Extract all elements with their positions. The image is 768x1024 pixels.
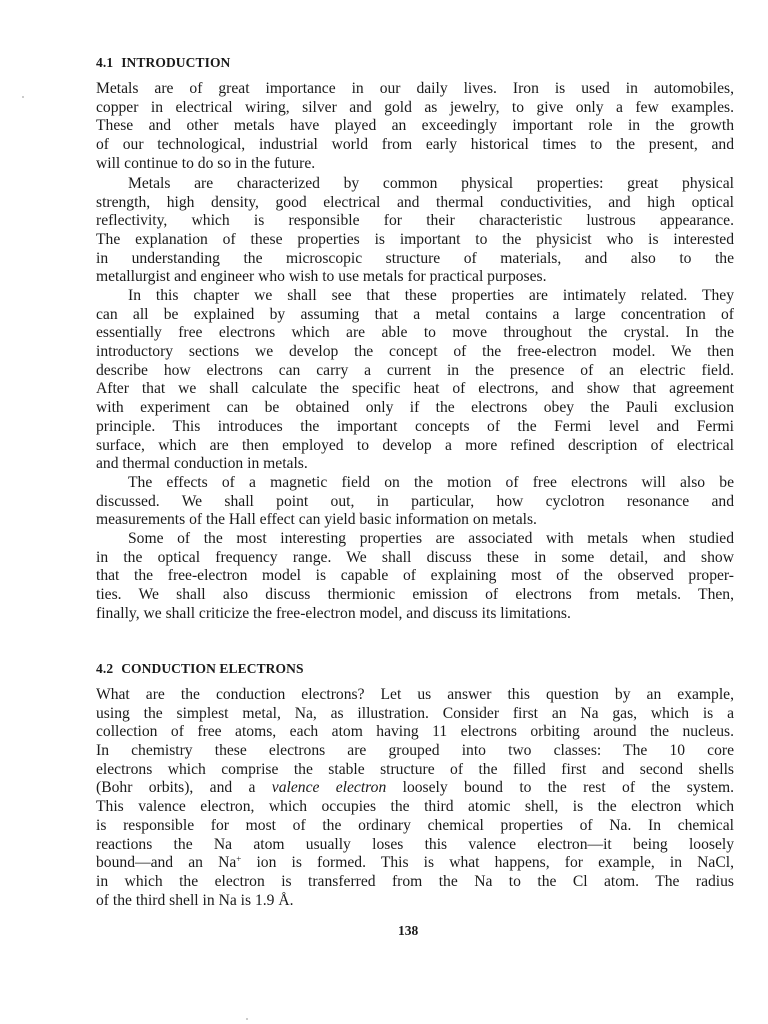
text-line: is responsible for most of the ordinary chemical properties of Na. In chemical [96, 816, 734, 834]
text-fragment: bound—and an Na [96, 854, 237, 872]
text-line: metallurgist and engineer who wish to use metals for practical purposes. [96, 268, 547, 286]
text-line: surface, which are then employed to develop a more refined description of electrical [96, 436, 734, 454]
paragraph [96, 686, 734, 910]
text-line: In this chapter we shall see that these properties are intimately related. They [128, 287, 734, 304]
scan-speck [246, 1018, 248, 1020]
text-line: that the free-electron model is capable of explaining most of the observed proper- [96, 567, 734, 585]
text-fragment: loosely bound to the rest of the system. [402, 779, 734, 797]
scan-speck [22, 96, 24, 98]
text-line: Some of the most interesting properties are associated with metals when studied [128, 530, 734, 547]
paragraph [96, 175, 734, 287]
text-line: After that we shall calculate the specific heat of electrons, and show that agreement [96, 380, 734, 398]
text-line: collection of free atoms, each atom having 11 electrons orbiting around the nucleus. [96, 723, 734, 741]
text-line: This valence electron, which occupies the third atomic shell, is the electron which [96, 798, 734, 816]
text-line: finally, we shall criticize the free-electron model, and discuss its limitations. [96, 604, 571, 622]
text-line: in which the electron is transferred from the Na to the Cl atom. The radius [96, 872, 734, 890]
text-line: will continue to do so in the future. [96, 154, 316, 172]
section-heading-4-2 [96, 661, 304, 677]
section-title: CONDUCTION ELECTRONS [121, 661, 304, 676]
text-line: in the optical frequency range. We shall discuss these in some detail, and show [96, 548, 734, 566]
text-line: measurements of the Hall effect can yield basic information on metals. [96, 511, 537, 529]
text-line: and thermal conduction in metals. [96, 455, 308, 473]
emphasis-valence-electron: valence electron [271, 779, 387, 797]
text-line: principle. This introduces the important concepts of the Fermi level and Fermi [96, 417, 734, 435]
text-line: The effects of a magnetic field on the motion of free electrons will also be [128, 474, 734, 491]
text-line: reflectivity, which is responsible for their characteristic lustrous appearance. [96, 212, 734, 230]
paragraph [96, 80, 734, 173]
text-line: The explanation of these properties is important to the physicist who is interested [96, 231, 734, 249]
paragraph [96, 287, 734, 474]
text-line: using the simplest metal, Na, as illustration. Consider first an Na gas, which is a [96, 704, 734, 722]
text-line-with-superscript [96, 854, 734, 873]
text-line: What are the conduction electrons? Let us answer this question by an example, [96, 686, 734, 703]
text-line: Metals are of great importance in our daily lives. Iron is used in automobiles, [96, 80, 734, 97]
text-line: Metals are characterized by common physical properties: great physical [128, 175, 734, 192]
paragraph [96, 474, 734, 530]
superscript-plus: + [236, 854, 242, 865]
page-number: 138 [398, 923, 419, 938]
text-line: in understanding the microscopic structure of materials, and also to the [96, 249, 734, 267]
text-line: In chemistry these electrons are grouped into two classes: The 10 core [96, 742, 734, 760]
section-number: 4.1 [96, 55, 114, 70]
section-title: INTRODUCTION [121, 55, 231, 70]
text-fragment: (Bohr orbits), and a [96, 779, 256, 797]
text-line: describe how electrons can carry a current in the presence of an electric field. [96, 361, 734, 379]
text-line-with-emphasis [96, 779, 734, 798]
text-line: discussed. We shall point out, in particular, how cyclotron resonance and [96, 492, 734, 510]
text-line: copper in electrical wiring, silver and gold as jewelry, to give only a few examples. [96, 98, 734, 116]
text-line: introductory sections we develop the concept of the free-electron model. We then [96, 343, 734, 361]
text-line: strength, high density, good electrical and thermal conductivities, and high optical [96, 193, 734, 211]
text-line: electrons which comprise the stable structure of the filled first and second shells [96, 760, 734, 778]
text-fragment: ion is formed. This is what happens, for example, in NaCl, [241, 854, 734, 872]
text-line: of the third shell in Na is 1.9 Å. [96, 891, 294, 909]
paragraph [96, 530, 734, 623]
section-number: 4.2 [96, 661, 114, 676]
text-line: These and other metals have played an exceedingly important role in the growth [96, 117, 734, 135]
text-line: can all be explained by assuming that a metal contains a large concentration of [96, 305, 734, 323]
text-line: essentially free electrons which are able to move throughout the crystal. In the [96, 324, 734, 342]
section-heading-4-1 [96, 55, 230, 71]
text-line: with experiment can be obtained only if the electrons obey the Pauli exclusion [96, 399, 734, 417]
text-line: ties. We shall also discuss thermionic emission of electrons from metals. Then, [96, 586, 734, 604]
text-line: of our technological, industrial world from early historical times to the present, and [96, 136, 734, 154]
text-line: reactions the Na atom usually loses this valence electron—it being loosely [96, 835, 734, 853]
